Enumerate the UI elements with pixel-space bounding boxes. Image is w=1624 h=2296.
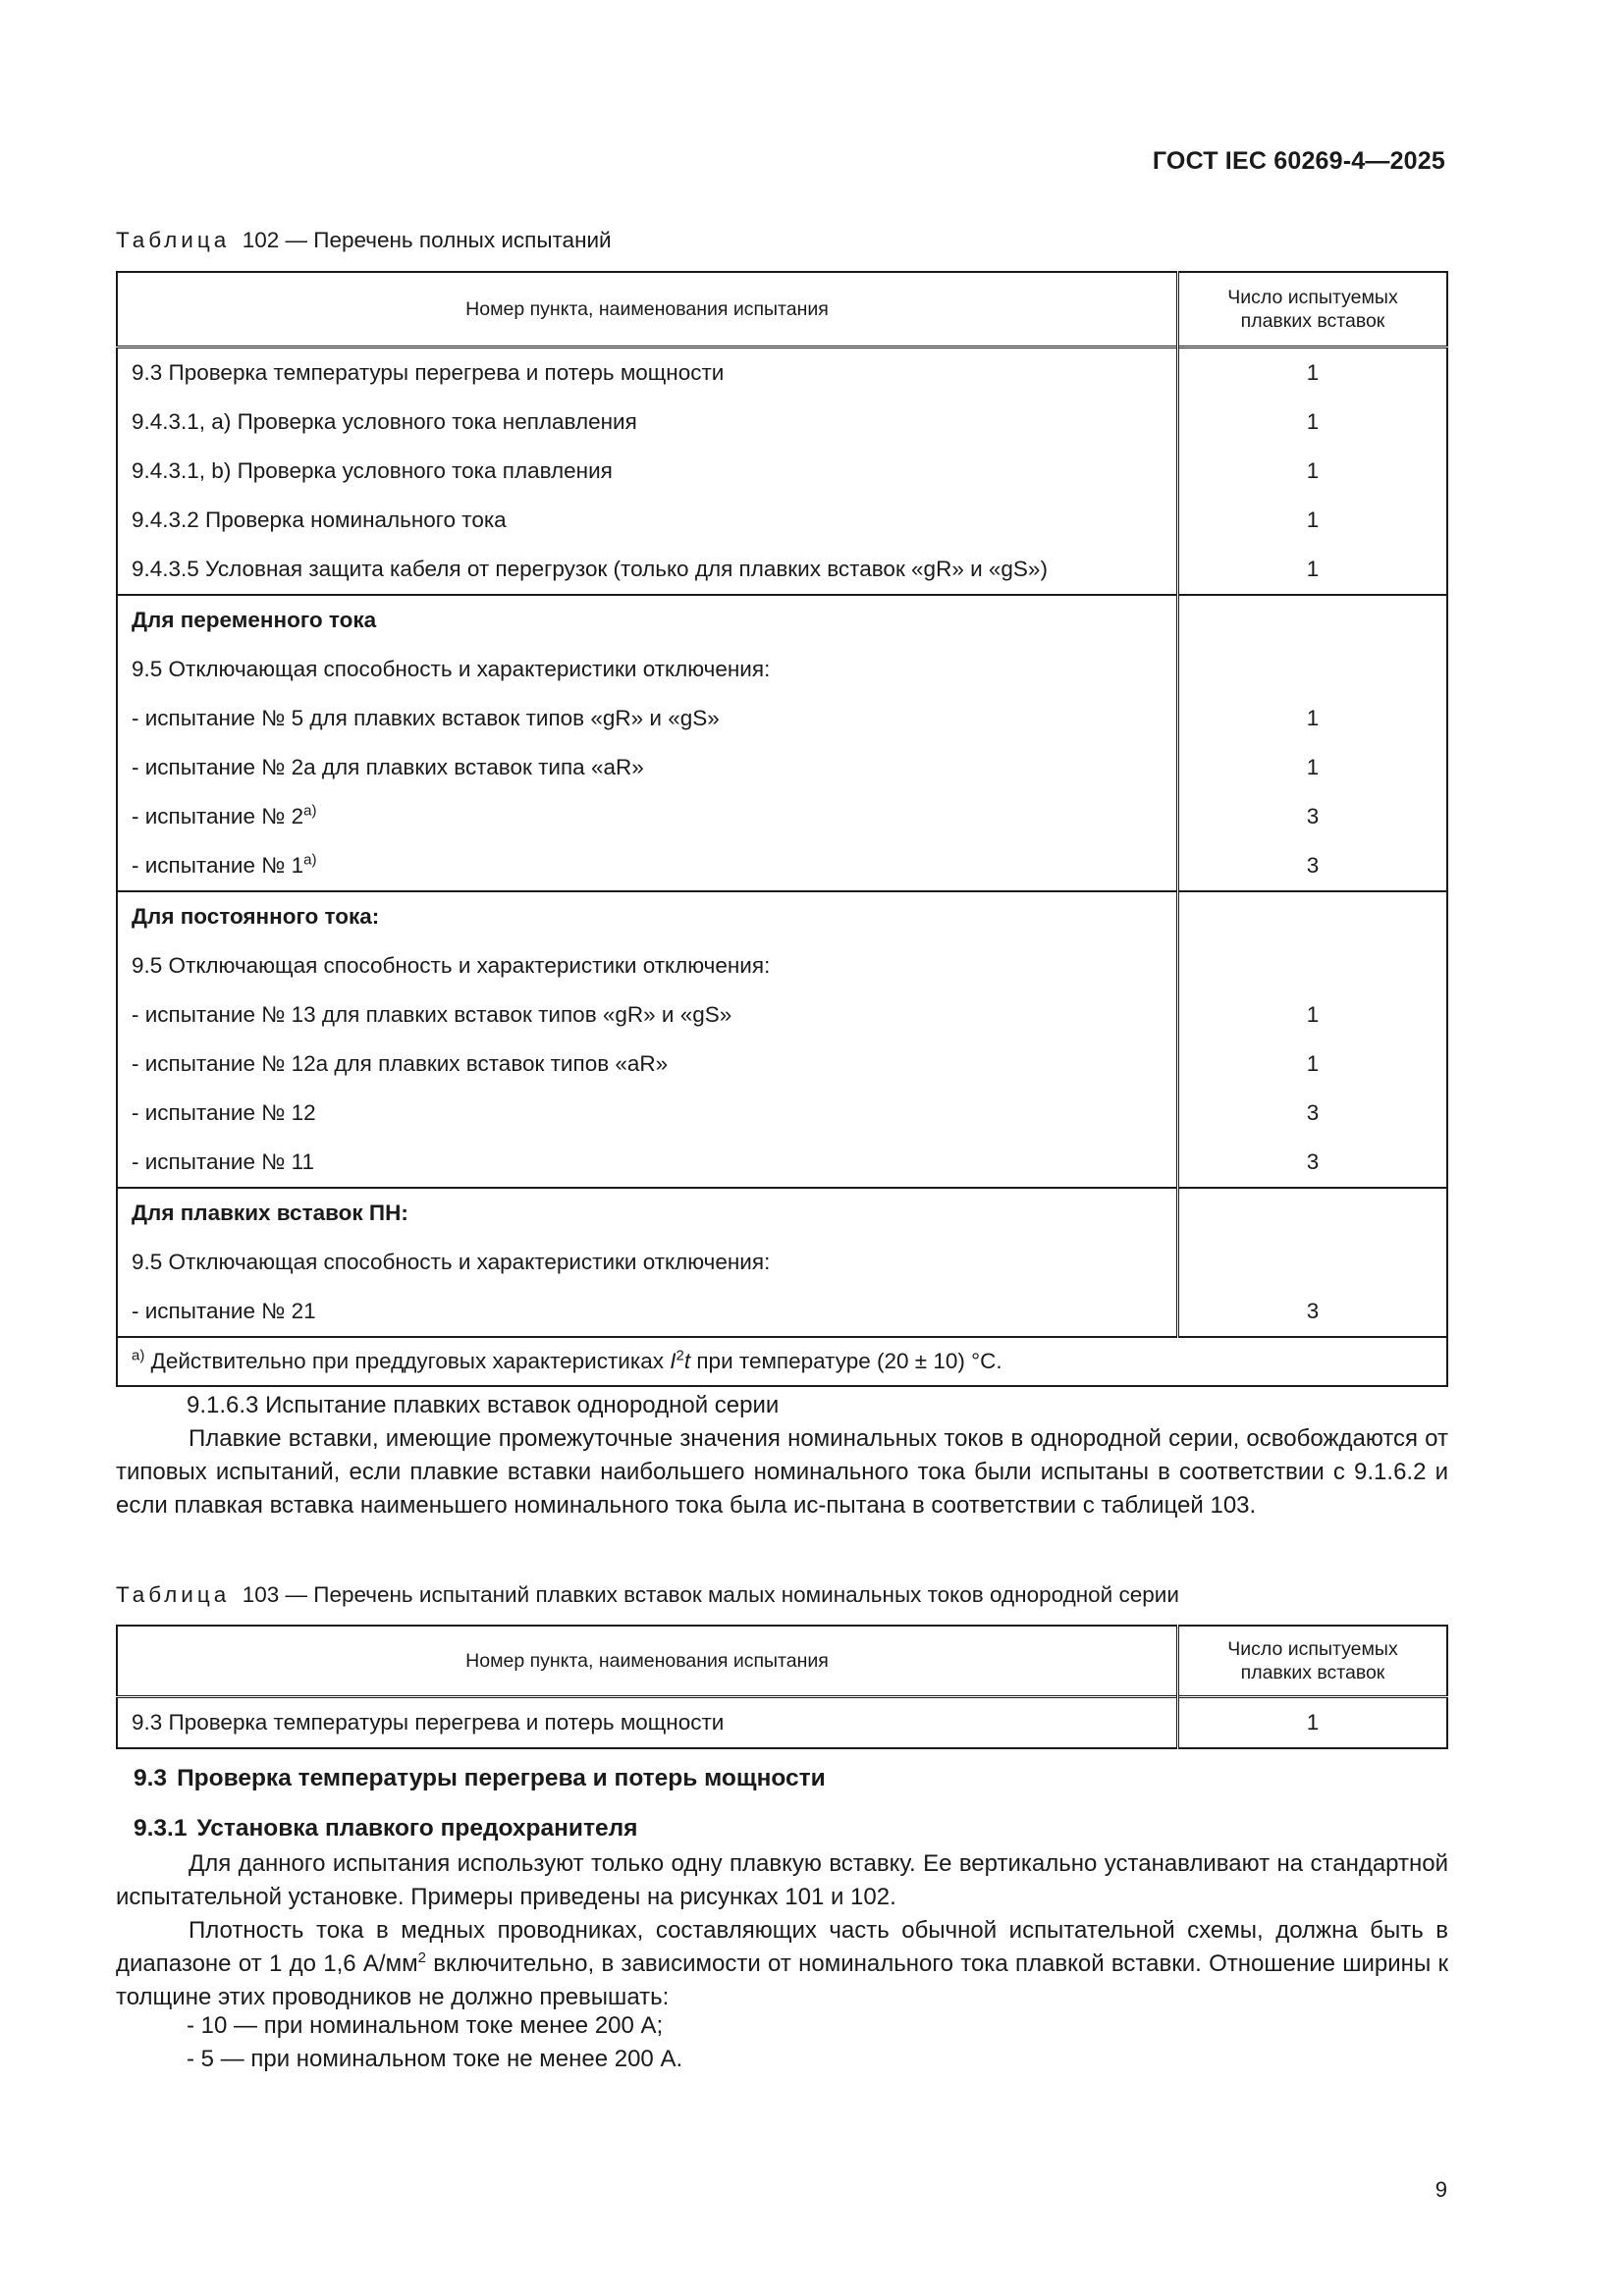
row-clause bbox=[117, 595, 1178, 645]
table-row bbox=[117, 1238, 1447, 1287]
table-row bbox=[117, 743, 1447, 792]
row-clause-text: - испытание № 1 bbox=[132, 853, 304, 878]
row-clause-text: - испытание № 12а для плавких вставок типов «aR» bbox=[132, 1051, 669, 1076]
row-clause bbox=[117, 891, 1178, 941]
header-count-line2: плавких вставок bbox=[1240, 310, 1385, 332]
row-clause-text: 9.4.3.5 Условная защита кабеля от перегрузок (только для плавких вставок «gR» и «gS») bbox=[132, 557, 1048, 581]
row-clause-text: - испытание № 5 для плавких вставок типов «gR» и «gS» bbox=[132, 706, 720, 730]
section-number: 9.3.1 bbox=[134, 1815, 188, 1842]
section-9-3-1-heading bbox=[134, 1815, 637, 1842]
row-count bbox=[1178, 595, 1448, 645]
row-count: 1 bbox=[1178, 694, 1448, 743]
table-102-body bbox=[117, 347, 1447, 1338]
list-item: - 5 — при номинальном токе не менее 200 А. bbox=[187, 2046, 683, 2072]
table-row bbox=[117, 941, 1447, 990]
paragraph: Плавкие вставки, имеющие промежуточные значения номинальных токов в однородной серии, освобождаются от типовых испытаний, если плавкие вставки наибольшего номинального тока были испытаны в соответствии с 9.1.6.2 и если плавкая вставка наименьшего номинального тока была ис-пытана в соответствии с таблицей 103. bbox=[116, 1425, 1448, 1519]
paragraph: Для данного испытания используют только одну плавкую вставку. Ее вертикально устанавливают на стандартной испытательной установке. Примеры приведены на рисунках 101 и 102. bbox=[116, 1850, 1448, 1910]
row-clause bbox=[117, 545, 1178, 595]
table-footnote-row bbox=[117, 1337, 1447, 1386]
row-clause-text: 9.3 Проверка температуры перегрева и потерь мощности bbox=[132, 360, 725, 385]
row-count: 1 bbox=[1178, 1697, 1448, 1749]
table-row bbox=[117, 1138, 1447, 1188]
table-row bbox=[117, 1040, 1447, 1089]
row-clause-text: Для постоянного тока: bbox=[132, 904, 380, 929]
table-row bbox=[117, 891, 1447, 941]
section-9-3-1-body bbox=[116, 1847, 1448, 2014]
row-count: 1 bbox=[1178, 743, 1448, 792]
table-footnote bbox=[117, 1337, 1447, 1386]
row-clause bbox=[117, 941, 1178, 990]
row-clause-text: Для плавких вставок ПН: bbox=[132, 1201, 408, 1225]
header-clause: Номер пункта, наименования испытания bbox=[117, 1626, 1178, 1697]
row-clause-text: 9.4.3.2 Проверка номинального тока bbox=[132, 507, 507, 532]
row-clause-text: 9.5 Отключающая способность и характеристики отключения: bbox=[132, 657, 771, 681]
row-clause-text: Для переменного тока bbox=[132, 608, 377, 632]
footnote-text: Действительно при преддуговых характеристиках bbox=[150, 1349, 664, 1373]
footnote-text-end: при температуре (20 ± 10) °С. bbox=[696, 1349, 1002, 1373]
table-row bbox=[117, 447, 1447, 496]
row-clause-text: - испытание № 11 bbox=[132, 1149, 314, 1174]
table-103 bbox=[116, 1625, 1448, 1749]
paragraph bbox=[116, 1914, 1448, 2014]
row-count: 1 bbox=[1178, 398, 1448, 447]
row-clause bbox=[117, 1287, 1178, 1337]
paragraph-part: включительно, в зависимости от номинального тока плавкой вставки. Отношение ширины к толщине этих проводников не должно превышать: bbox=[116, 1950, 1448, 2010]
row-clause bbox=[117, 792, 1178, 841]
row-count bbox=[1178, 1188, 1448, 1238]
row-count: 3 bbox=[1178, 792, 1448, 841]
row-clause bbox=[117, 990, 1178, 1040]
document-code: ГОСТ IEC 60269-4—2025 bbox=[1152, 147, 1445, 175]
row-count: 3 bbox=[1178, 1287, 1448, 1337]
section-9-1-6-3 bbox=[116, 1389, 1448, 1522]
section-title: 9.1.6.3 Испытание плавких вставок однородной серии bbox=[187, 1392, 780, 1418]
table-row bbox=[117, 1287, 1447, 1337]
row-clause-text: - испытание № 12 bbox=[132, 1100, 316, 1125]
row-count: 1 bbox=[1178, 496, 1448, 545]
row-count: 1 bbox=[1178, 347, 1448, 399]
table-header-row bbox=[117, 1626, 1447, 1697]
row-clause bbox=[117, 1238, 1178, 1287]
list-item: - 10 — при номинальном токе менее 200 А; bbox=[187, 2012, 664, 2039]
footnote-ref: а) bbox=[303, 851, 317, 869]
table-header-row bbox=[117, 272, 1447, 347]
section-title: Установка плавкого предохранителя bbox=[196, 1815, 638, 1842]
footnote-symbol-i: I bbox=[670, 1349, 677, 1373]
table-title: 103 — Перечень испытаний плавких вставок малых номинальных токов однородной серии bbox=[242, 1582, 1179, 1607]
table-row bbox=[117, 1697, 1447, 1749]
row-clause-text: 9.4.3.1, b) Проверка условного тока плавления bbox=[132, 458, 613, 483]
table-label: Таблица bbox=[116, 1582, 231, 1607]
table-row bbox=[117, 792, 1447, 841]
table-102 bbox=[116, 271, 1448, 1387]
table-row bbox=[117, 694, 1447, 743]
section-9-3-heading bbox=[134, 1765, 826, 1792]
row-count: 1 bbox=[1178, 1040, 1448, 1089]
footnote-ref: а) bbox=[303, 802, 317, 820]
row-clause bbox=[117, 447, 1178, 496]
header-count-line2: плавких вставок bbox=[1240, 1662, 1385, 1683]
header-count-line1: Число испытуемых bbox=[1227, 287, 1398, 308]
header-clause: Номер пункта, наименования испытания bbox=[117, 272, 1178, 347]
page-number: 9 bbox=[1435, 2177, 1447, 2202]
header-count bbox=[1178, 1626, 1448, 1697]
table-label: Таблица bbox=[116, 228, 231, 252]
row-count bbox=[1178, 891, 1448, 941]
table-row bbox=[117, 841, 1447, 891]
row-count: 1 bbox=[1178, 990, 1448, 1040]
row-clause-text: - испытание № 21 bbox=[132, 1299, 316, 1323]
table-102-caption bbox=[116, 228, 612, 253]
row-clause-text: - испытание № 13 для плавких вставок типов «gR» и «gS» bbox=[132, 1002, 732, 1027]
table-row bbox=[117, 645, 1447, 694]
row-clause bbox=[117, 496, 1178, 545]
row-clause-text: 9.4.3.1, а) Проверка условного тока неплавления bbox=[132, 409, 637, 434]
row-clause bbox=[117, 694, 1178, 743]
table-row bbox=[117, 545, 1447, 595]
row-count: 3 bbox=[1178, 1138, 1448, 1188]
row-clause bbox=[117, 743, 1178, 792]
row-clause-text: 9.5 Отключающая способность и характеристики отключения: bbox=[132, 953, 771, 978]
header-count-line1: Число испытуемых bbox=[1227, 1638, 1398, 1660]
row-count: 3 bbox=[1178, 841, 1448, 891]
table-row bbox=[117, 990, 1447, 1040]
row-clause-text: 9.5 Отключающая способность и характеристики отключения: bbox=[132, 1250, 771, 1274]
row-clause: 9.3 Проверка температуры перегрева и потерь мощности bbox=[117, 1697, 1178, 1749]
table-row bbox=[117, 1089, 1447, 1138]
row-count bbox=[1178, 941, 1448, 990]
table-row bbox=[117, 1188, 1447, 1238]
footnote-symbol-t: t bbox=[683, 1349, 691, 1373]
row-clause bbox=[117, 398, 1178, 447]
row-clause bbox=[117, 841, 1178, 891]
row-clause bbox=[117, 1188, 1178, 1238]
paragraph-part: Плотность тока в медных проводниках, составляющих часть обычной испытательной схемы, должна быть в диапазоне от 1 до 1,6 А/мм bbox=[116, 1917, 1448, 1977]
header-count bbox=[1178, 272, 1448, 347]
section-title: Проверка температуры перегрева и потерь мощности bbox=[177, 1765, 826, 1791]
footnote-mark: а) bbox=[132, 1347, 145, 1364]
footnote-sup-2: 2 bbox=[676, 1347, 684, 1364]
row-clause-text: - испытание № 2а для плавких вставок типа «aR» bbox=[132, 755, 644, 779]
row-clause bbox=[117, 347, 1178, 399]
table-row bbox=[117, 496, 1447, 545]
row-clause bbox=[117, 1040, 1178, 1089]
row-clause bbox=[117, 1138, 1178, 1188]
table-row bbox=[117, 347, 1447, 399]
row-count bbox=[1178, 1238, 1448, 1287]
section-number: 9.3 bbox=[134, 1765, 168, 1791]
row-count: 1 bbox=[1178, 447, 1448, 496]
row-clause-text: - испытание № 2 bbox=[132, 804, 304, 828]
row-clause bbox=[117, 645, 1178, 694]
row-count: 3 bbox=[1178, 1089, 1448, 1138]
row-count: 1 bbox=[1178, 545, 1448, 595]
row-clause bbox=[117, 1089, 1178, 1138]
table-row bbox=[117, 398, 1447, 447]
table-row bbox=[117, 595, 1447, 645]
row-count bbox=[1178, 645, 1448, 694]
superscript: 2 bbox=[417, 1949, 426, 1966]
table-103-caption bbox=[116, 1582, 1179, 1608]
table-title: 102 — Перечень полных испытаний bbox=[242, 228, 612, 252]
